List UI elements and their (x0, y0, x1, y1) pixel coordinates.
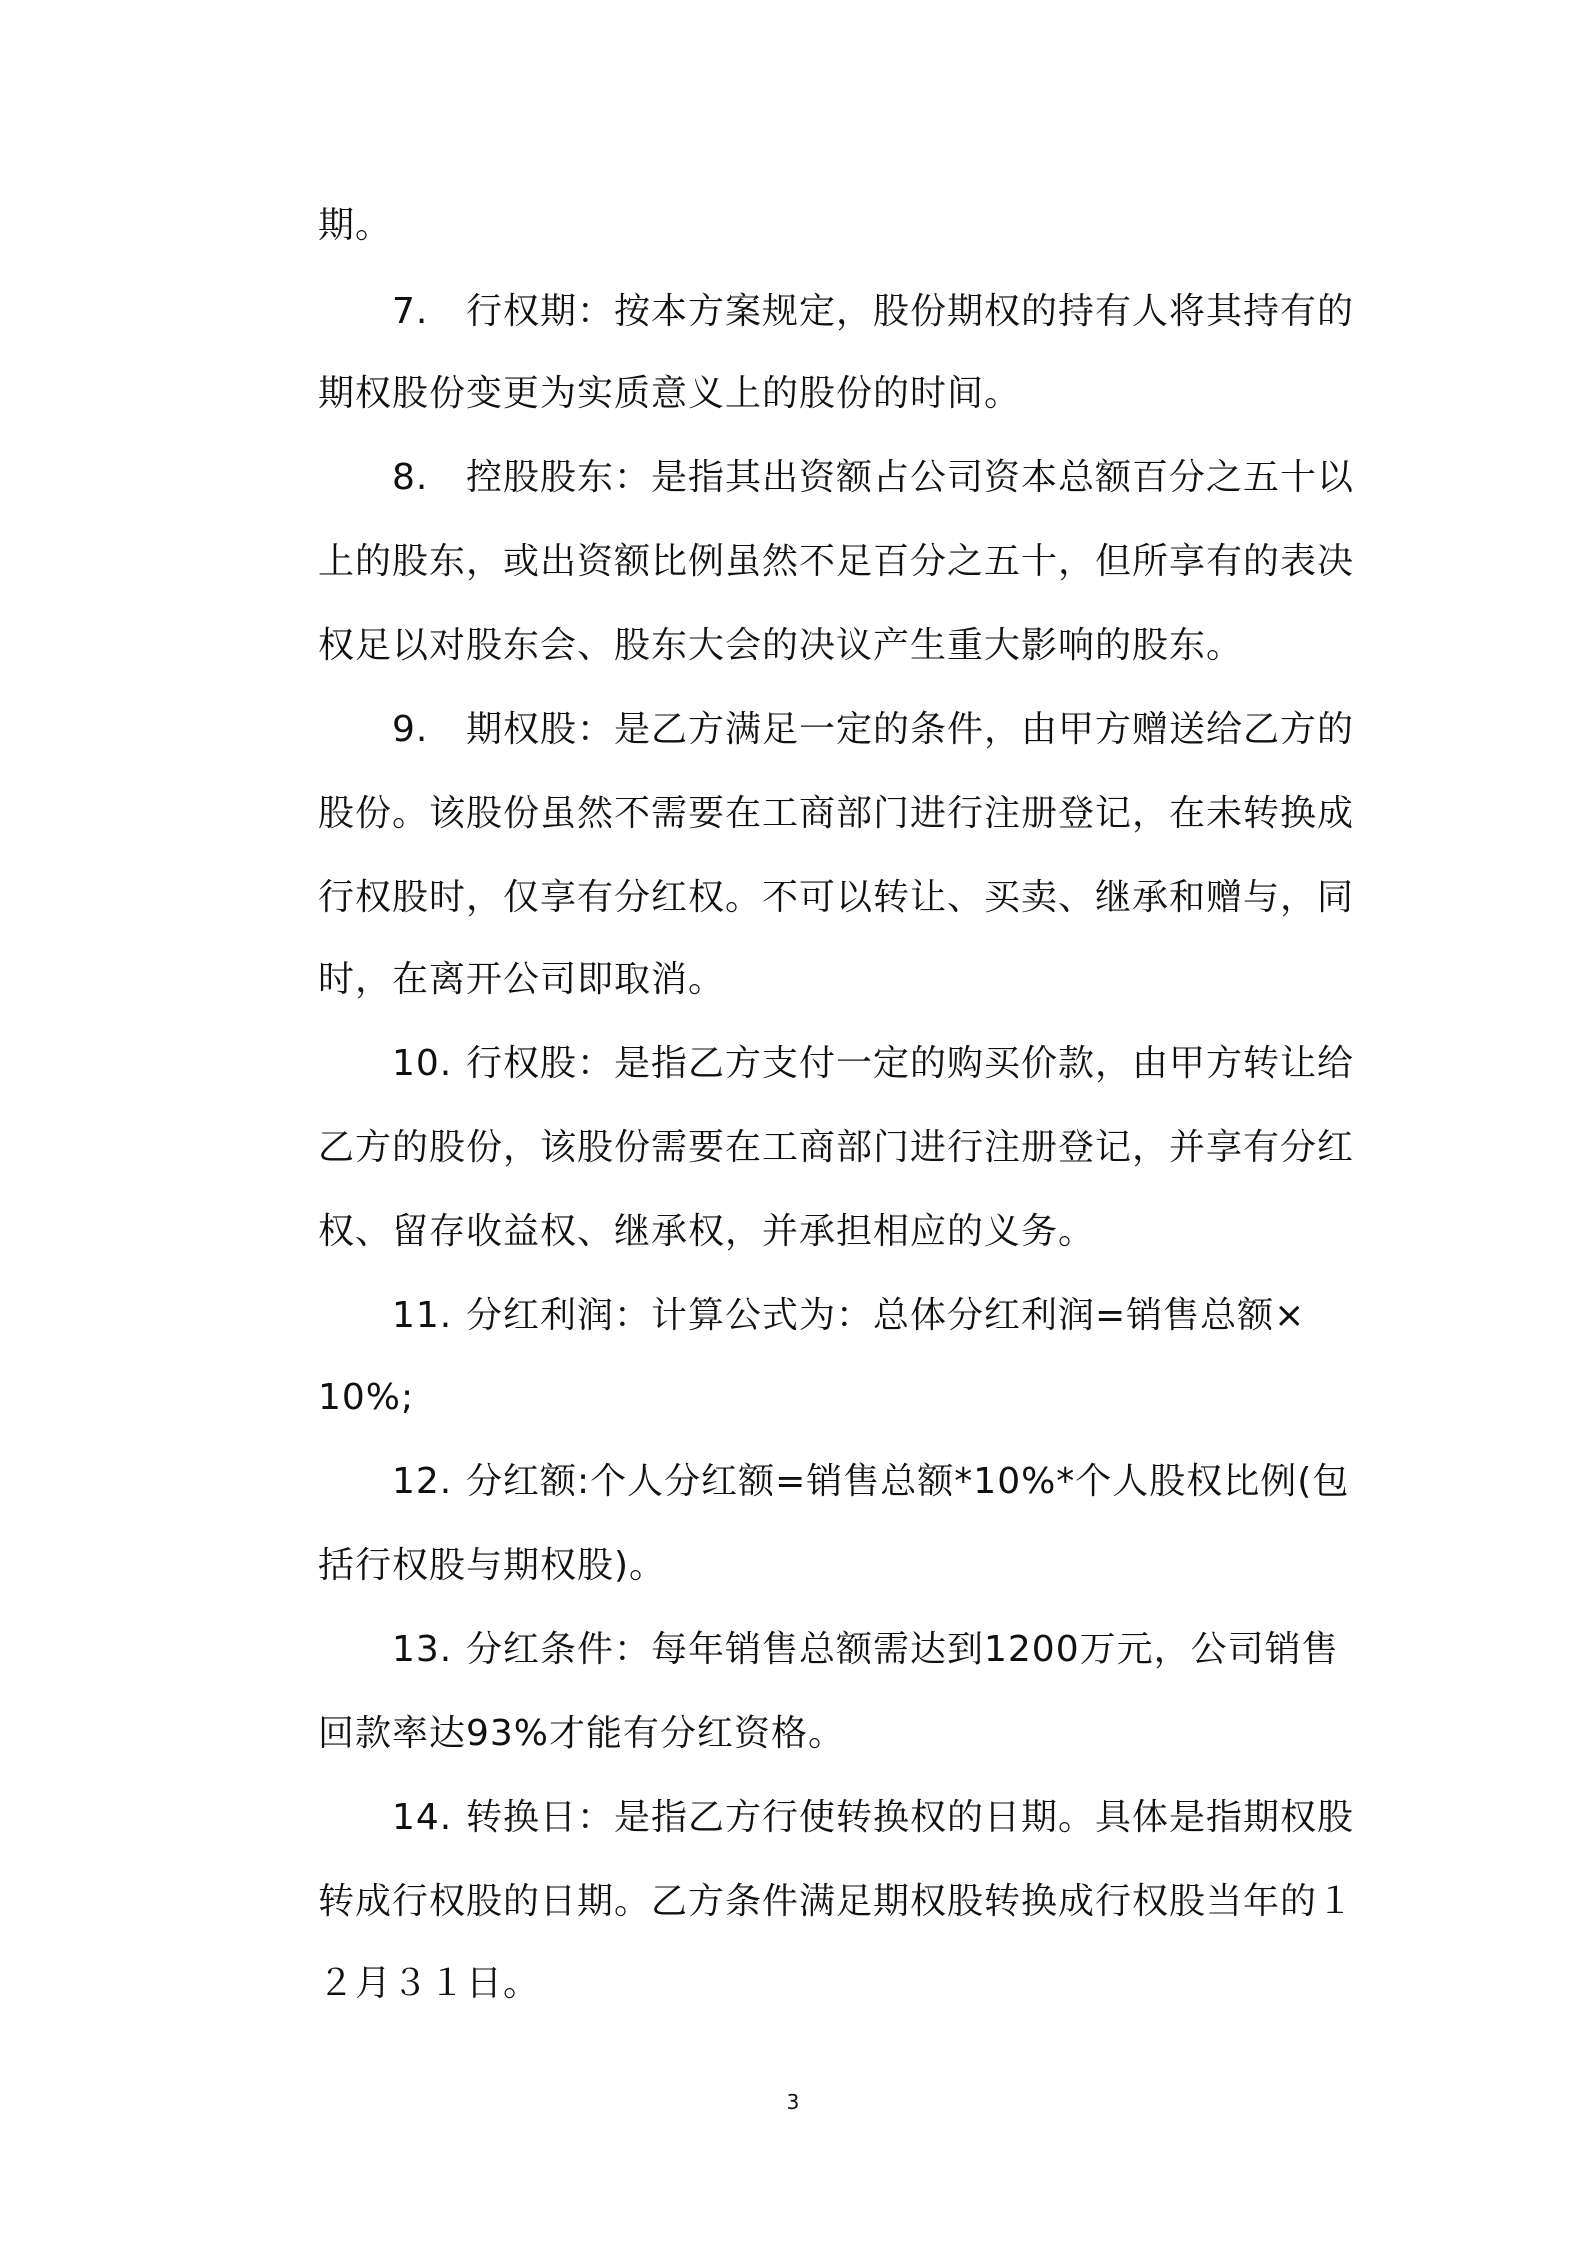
line-text: ２月３１日。 (318, 1963, 541, 2004)
list-item-13 (318, 1628, 1348, 1672)
list-item-7 (318, 290, 1355, 334)
text-line (318, 1962, 1348, 2006)
item-number: 8. (392, 457, 429, 498)
line-text: 分红额:个人分红额=销售总额*10%*个人股权比例(包 (466, 1461, 1350, 1502)
line-text: 回款率达93%才能有分红资格。 (318, 1713, 846, 1754)
text-line (318, 1210, 1348, 1254)
item-number: 14. (392, 1797, 453, 1838)
line-text: 期权股份变更为实质意义上的股份的时间。 (318, 373, 1022, 414)
item-number: 7. (392, 291, 429, 332)
page-number: 3 (786, 2090, 800, 2114)
text-line (318, 1126, 1355, 1170)
item-number: 9. (392, 709, 429, 750)
text-line (318, 876, 1355, 920)
text-line (318, 372, 1348, 416)
line-text: 权、留存收益权、继承权，并承担相应的义务。 (318, 1211, 1096, 1252)
list-item-11 (318, 1294, 1348, 1338)
item-number: 13. (392, 1629, 453, 1670)
list-item-9 (318, 708, 1355, 752)
line-text: 转成行权股的日期。乙方条件满足期权股转换成行权股当年的１ (318, 1881, 1355, 1922)
item-number: 11. (392, 1295, 453, 1336)
line-text: 时，在离开公司即取消。 (318, 959, 726, 1000)
list-item-12 (318, 1460, 1348, 1504)
list-item-8 (318, 456, 1355, 500)
line-text: 行权股时，仅享有分红权。不可以转让、买卖、继承和赠与，同 (318, 877, 1355, 918)
item-number: 12. (392, 1461, 453, 1502)
text-line (318, 624, 1348, 668)
text-line (318, 958, 1348, 1002)
line-text: 股份。该股份虽然不需要在工商部门进行注册登记，在未转换成 (318, 793, 1355, 834)
line-text: 10%; (318, 1377, 415, 1418)
line-text: 期权股：是乙方满足一定的条件，由甲方赠送给乙方的 (466, 709, 1355, 750)
line-text: 上的股东，或出资额比例虽然不足百分之五十，但所享有的表决 (318, 541, 1355, 582)
line-text: 行权期：按本方案规定，股份期权的持有人将其持有的 (466, 291, 1355, 332)
text-line (318, 1544, 1348, 1588)
text-line (318, 1376, 1348, 1420)
text-line (318, 540, 1355, 584)
line-text: 分红条件：每年销售总额需达到1200万元，公司销售 (466, 1629, 1339, 1670)
line-text: 乙方的股份，该股份需要在工商部门进行注册登记，并享有分红 (318, 1127, 1355, 1168)
item-number: 10. (392, 1043, 453, 1084)
text-line (318, 204, 1348, 248)
text-line (318, 792, 1355, 836)
list-item-10 (318, 1042, 1355, 1086)
text-line (318, 1712, 1348, 1756)
line-text: 括行权股与期权股)。 (318, 1545, 667, 1586)
list-item-14 (318, 1796, 1355, 1840)
line-text: 控股股东：是指其出资额占公司资本总额百分之五十以 (466, 457, 1355, 498)
line-text: 转换日：是指乙方行使转换权的日期。具体是指期权股 (466, 1797, 1355, 1838)
line-text: 权足以对股东会、股东大会的决议产生重大影响的股东。 (318, 625, 1244, 666)
text-line (318, 1880, 1355, 1924)
line-text: 行权股：是指乙方支付一定的购买价款，由甲方转让给 (466, 1043, 1355, 1084)
line-text: 期。 (318, 205, 393, 246)
line-text: 分红利润：计算公式为：总体分红利润=销售总额× (466, 1295, 1306, 1336)
